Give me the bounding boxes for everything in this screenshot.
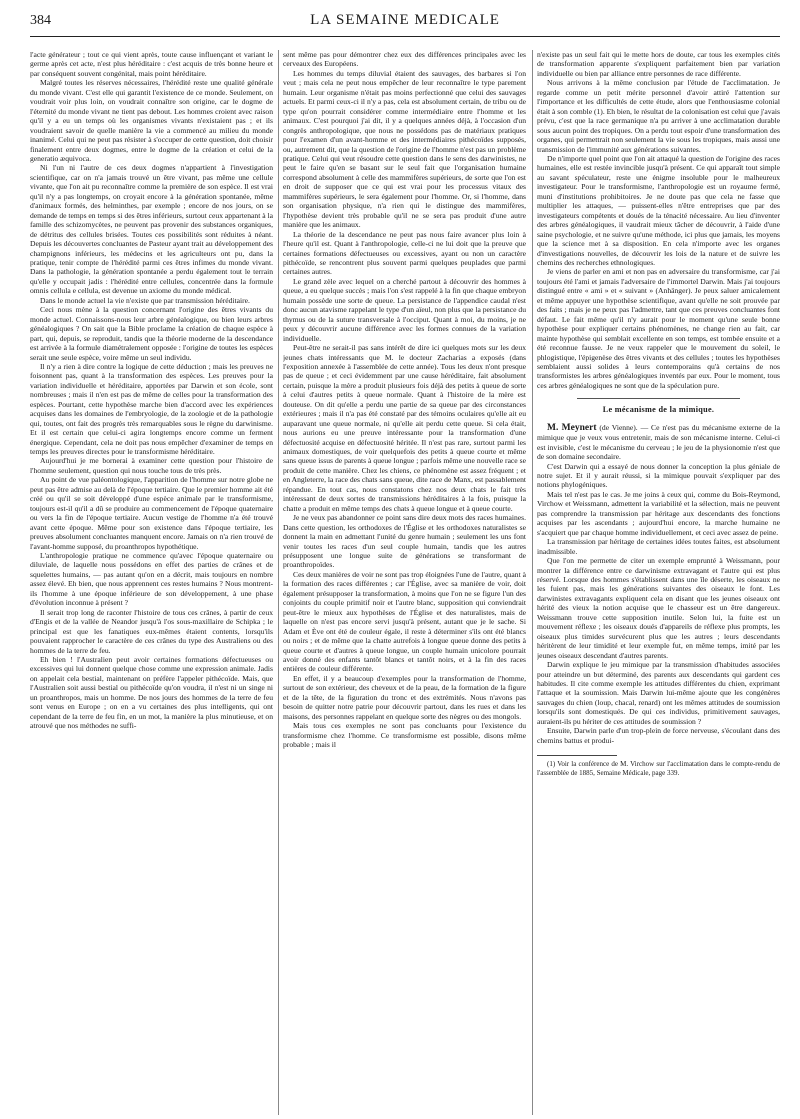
- paragraph: L'anthropologie pratique ne commence qu'avec l'époque quaternaire ou diluviale, de laquelle nous possédons en effet des parties de crânes et de squelettes humains, — pas autant qu'on en a décrit, mais toujours en nombre assez élevé. Eh bien, que nous apprennent ces restes humains ? Nous montrent-ils l'homme à une époque inférieure de son développement, à une phase d'évolution inconnue à présent ?: [30, 551, 273, 608]
- column-left: [30, 50, 273, 1115]
- column-middle: [283, 50, 526, 1115]
- paragraph: Le grand zèle avec lequel on a cherché partout à découvrir des hommes à queue, a eu quelque succès ; mais l'on s'est rappelé à la fin que chaque embryon humain possède une sorte de queue. La persistance de l'appendice caudal n'est donc aucun atavisme rappelant le type d'un aïeul, non plus que la persistance du thymus ou de la suture transversale à l'occiput. Quant à moi, du moins, je ne peux y découvrir aucune différence avec les formes connues de la variation individuelle.: [283, 276, 526, 343]
- footnote: (1) Voir la conférence de M. Virchow sur l'acclimatation dans le compte-rendu de l'assemblée de 1885, Semaine Médicale, page 339.: [537, 760, 780, 777]
- page: [30, 12, 780, 777]
- column-divider: [278, 50, 279, 1115]
- running-header: [30, 12, 780, 37]
- paragraph: n'existe pas un seul fait qui le mette hors de doute, car tous les exemples cités de transformation apparente s'expliquent parfaitement bien par variation individuelle ou bien par alliance entre personnes de race différente.: [537, 50, 780, 78]
- paragraph: Je viens de parler en ami et non pas en adversaire du transformisme, car j'ai toujours été l'ami et jamais l'adversaire de l'immortel Darwin. Mais j'ai toujours distingué entre « ami » et « suivant » (Anhänger). Je peux saluer amicalement et même appuyer une hypothèse scientifique, avant qu'elle ne soit prouvée par des faits ; mais je ne peux pas l'admettre, tant que ces preuves concluantes font défaut. Le fait même qu'il n'y aurait pour le moment qu'une seule bonne hypothèse pour expliquer certains phénomènes, ne change rien au fait, car mainte hypothèse qui semblait excellente en son temps, est tombée ensuite et a été reconnue fausse. Je ne veux rappeler que le mouvement du soleil, le phlogistique, l'épigenèse des êtres vivants et des cellules ; toutes les hypothèses semblaient aussi solides à leurs contemporains qu'à certains de nos transformistes les arbres généalogiques inventés par eux. Pour le moment, tous ces arbres généalogiques ne sont que de la spéculation pure.: [537, 267, 780, 390]
- footnote-rule: [537, 755, 617, 756]
- paragraph: Malgré toutes les réserves nécessaires, l'hérédité reste une qualité générale du monde vivant. C'est elle qui garantit l'existence de ce monde. Seulement, on voudrait voir plus loin, on voudrait connaître son origine, car le dogme de l'éternité du monde vivant ne tient pas debout. Les hommes croient avec raison qu'il y a eu un temps où les organismes vivants n'existaient pas ; et ils voudraient savoir de quelle manière la vie a commencé au milieu du monde inanimé. Celui qui ne peut pas résister à s'occuper de cette question, doit choisir finalement entre deux dogmes, entre le dogme de la création et celui de la generatio æquivoca.: [30, 78, 273, 163]
- paragraph: C'est Darwin qui a essayé de nous donner la conception la plus géniale de notre sujet. Et il y aurait réussi, si la mimique pouvait s'expliquer par des notions phylogéniques.: [537, 461, 780, 490]
- paragraph: Il n'y a rien à dire contre la logique de cette déduction ; mais les preuves ne foisonnent pas, quant à la transformation des espèces. Les preuves pour la variation individuelle et héréditaire, apportées par Darwin et son école, sont nombreuses ; mais il n'en est pas de même de celles pour la transformation des espèces. Pourtant, cette hypothèse marche bien d'accord avec les expériences acquises dans les domaines de l'embryologie, de la zoologie et de la pathologie qui, toutes, ont fait des progrès très remarquables sous le règne du darwinisme. Et il est certain que celui-ci agira longtemps encore comme un ferment énergique. Cependant, cela ne doit pas nous empêcher d'examiner de temps en temps les preuves directes pour le transformisme héréditaire.: [30, 361, 273, 457]
- paragraph: Que l'on me permette de citer un exemple emprunté à Weissmann, pour montrer la différence entre ce darwinisme extravagant et l'autre qui est plus réservé. Lorsque des hommes s'établissent dans une île déserte, les oiseaux ne les fuient pas, mais les générations suivantes des oiseaux le font. Les darwinistes extravagants expliquent cela en disant que les jeunes oiseaux ont hérité des vieux la notion acquise que le chasseur est un être dangereux. Weissmann trouve cette supposition inutile. Selon lui, la fuite est un mouvement réflexe ; les oiseaux doués d'appareils de réflexe plus prompts, les oiseaux plus timides survécurent plus que les autres ; leurs descendants héritèrent de leur timidité et leur exemple fut, en même temps, imité par les jeunes oiseaux descendant d'autres parents.: [537, 556, 780, 660]
- paragraph: Mais tel n'est pas le cas. Je me joins à ceux qui, comme du Bois-Reymond, Virchow et Weissmann, admettent la variabilité et la sélection, mais ne peuvent pas comprendre la transmission par héritage aux descendants des fonctions acquises par les ascendants ; aujourd'hui encore, la marche humaine ne s'acquiert que par chaque homme individuellement, et ceci avec assez de peine.: [537, 489, 780, 537]
- paragraph: Ni l'un ni l'autre de ces deux dogmes n'appartient à l'investigation scientifique, car on n'a jamais trouvé un être vivant, pas même une cellule vivante, que l'on ait pu reconnaître comme la première de son espèce. Il est vrai qu'il n'y a pas longtemps, on croyait encore à la génération spontanée, même d'animaux formés, des helminthes, par exemple ; encore de nos jours, on se demande de temps en temps si des êtres inférieurs, surtout ceux appartenant à la famille des schizomycètes, ne peuvent pas provenir des substances organiques, de détritus des cellules brisées. Toutes ces possibilités sont réduites à néant. Depuis les découvertes concluantes de Pasteur ayant trait au développement des champignons inférieurs, les médecins et les agriculteurs ont pu, dans la pratique, tenir compte de l'hérédité parmi ces êtres infimes du monde vivant. Dans la pathologie, la génération spontanée a perdu également tout le terrain qu'elle y occupait jadis : l'hérédité entre cellules, concentrée dans la formule omnis cellula e cellula, est devenue un axiome du monde médical.: [30, 163, 273, 296]
- paragraph: Ensuite, Darwin parle d'un trop-plein de force nerveuse, s'écoulant dans des chemins battus et produi-: [537, 726, 780, 745]
- column-divider: [532, 50, 533, 1115]
- paragraph: De n'importe quel point que l'on ait attaqué la question de l'origine des races humaines, elle est restée invincible jusqu'à présent. Ce qui apparaît tout simple au savant spéculateur, reste une énigme insoluble pour le malheureux investigateur. Pour le transformisme, l'anthropologie est un royaume fermé, muni d'institutions prohibitoires. Je ne doute pas que cela ne fasse que multiplier les attaques, — puissent-elles n'être entreprises que par des investigateurs compétents et doués de la ténacité nécessaire. Au lieu d'inventer des arbres généalogiques, il vaudrait mieux tâcher de découvrir, à l'aide d'une saine psychologie, et ne suivre qu'une méthode, ici plus que jamais, les moyens que la science met à sa disposition. En cela n'importe avec les organes d'investigations nouvelles, de découvrir les lois de la nature et de suivre les chemins des recherches ethnologiques.: [537, 153, 780, 267]
- paragraph: Ces deux manières de voir ne sont pas trop éloignées l'une de l'autre, quant à la formation des races différentes ; car l'Église, avec sa manière de voir, doit également présupposer la transformation, à moins que l'on ne se figure l'un des conjoints du couple primitif noir et l'autre blanc, supposition qui conviendrait peut-être le mieux aux hypothèses de l'Église et des naturalistes, mais de laquelle on n'est pas encore servi jusqu'à présent, autant que je le sache. Si Adam et Ève ont été de couleur égale, il reste à déterminer s'ils ont été blancs ou noirs ; et de même que la chatte autrefois à longue queue donne des petits à queue courte et d'autres à queue longue, un couple humain unicolore pourrait avoir donné des enfants tantôt blancs et tantôt noirs, et à la fin des races entières de couleur différente.: [283, 569, 526, 674]
- paragraph: Je ne veux pas abandonner ce point sans dire deux mots des races humaines. Dans cette question, les orthodoxes de l'Église et les orthodoxes naturalistes se donnent la main en admettant l'unité du genre humain ; seulement les uns font venir toutes les races d'un seul couple humain, tandis que les autres présupposent une longue suite de générations se transformant de proanthropoïdes.: [283, 513, 526, 570]
- section-lead-text: (de Vienne). — Ce n'est pas du mécanisme externe de la mimique que je veux vous entretenir, mais de son mécanisme interne. Celui-ci est invisible, c'est le mécanisme du cerveau ; le jeu de la physionomie n'est que de son domaine secondaire.: [537, 422, 780, 462]
- paragraph: Aujourd'hui je me bornerai à examiner cette question pour l'histoire de l'homme seulement, question qui nous touche tous de très près.: [30, 456, 273, 475]
- paragraph: Eh bien ! l'Australien peut avoir certaines formations défectueuses ou excessives qui lui donnent quelque chose comme une expression animale. Jadis on appelait cela bestial, maintenant on préfère l'appeler pithécoïde. Mais, que l'Australien soit aussi bestial ou pithécoïde qu'on voudra, il n'est ni un singe ni un proanthropos, mais un homme. De nos jours des hommes de la terre de feu sont venus en Europe ; on en a vu certaines des plus intelligents, qui ont cependant de la terre de feu fin, en un mot, la manière la plus minutieuse, et on atrouvé que nos méthodes ne suffi-: [30, 655, 273, 731]
- paragraph: Nous arrivons à la même conclusion par l'étude de l'acclimatation. Je regarde comme un petit mérite personnel d'avoir attiré l'attention sur l'importance et les difficultés de cette étude, alors que l'enthousiasme colonial était à son comble (1). Eh bien, le résultat de la colonisation est celui que j'avais prévu, c'est que la race germanique n'a pu arriver à une acclimatation durable sous aucun point des tropiques. On a perdu tout espoir d'une transformation des organes, qui permettrait non seulement la vie sous les tropiques, mais aussi une transmission de l'immunité aux générations suivantes.: [537, 78, 780, 154]
- paragraph: Mais tous ces exemples ne sont pas concluants pour l'existence du transformisme chez l'homme. Ce transformisme est possible, disons même probable ; mais il: [283, 721, 526, 750]
- text-columns: [30, 50, 780, 1115]
- paragraph: sent même pas pour démontrer chez eux des différences principales avec les cerveaux des Européens.: [283, 50, 526, 69]
- paragraph: Ceci nous mène à la question concernant l'origine des êtres vivants du monde actuel. Connaissons-nous leur arbre généalogique, ou bien leurs arbres généalogiques ? On sait que la Bible proclame la création de chaque espèce à part, qui, depuis, se reproduit, tandis que la théorie moderne de la descendance est arrivée à la formule diamétralement opposée : l'origine de toutes les espèces serait une seule espèce, voire même un seul individu.: [30, 305, 273, 362]
- column-right: [537, 50, 780, 1115]
- paragraph: Il serait trop long de raconter l'histoire de tous ces crânes, à partir de ceux d'Engis et de la vallée de Neandor jusqu'à l'os sous-maxillaire de Schipka ; le principal est que les fanatiques eux-mêmes étaient contents, lorsqu'ils pouvaient rapprocher le caractère de ces crânes du type des Australiens ou des hommes de la terre de feu.: [30, 607, 273, 655]
- running-title: LA SEMAINE MEDICALE: [310, 12, 500, 28]
- paragraph: En effet, il y a beaucoup d'exemples pour la transformation de l'homme, surtout de son extérieur, des cheveux et de la peau, de la formation de la figure et de la tête, de la figuration du tronc et des extrémités. Nous n'avons pas besoin de quitter notre patrie pour découvrir partout, dans les rues et dans les maisons, des personnes rappelant en quelque sorte des nègres ou des mongols.: [283, 673, 526, 721]
- paragraph: Peut-être ne serait-il pas sans intérêt de dire ici quelques mots sur les deux jeunes chats intéressants que M. le docteur Zacharias a exposés (dans l'exposition annexée à l'assemblée de cette année). Tous les deux n'ont presque pas de queue ; et ceci évidemment par une cause héréditaire, fait absolument certain, puisque la mère a produit plusieurs fois déjà des petits à queue de sorte à celui d'autres petits à queue normale. Quant à l'histoire de la mère est douteuse. On dit qu'elle a perdu une partie de sa queue par des circonstances extérieures ; mais il n'a pas été constaté par des témoins oculaires qu'elle ait eu auparavant une queue normale, ni qu'elle ait perdu cette queue. Si cela était, nous aurions eu une preuve intéressante pour la transformation d'une défectuosité acquise en défectuosité héritée. Il n'est pas rare, surtout parmi les animaux domestiques, de voir quelquefois des petits à queue courte et même sans queue issus de parents à queue longue ; parfois même une nouvelle race se produit de cette manière. Chez les chiens, ce phénomène est assez fréquent ; et en Angleterre, la race des chats sans queue, dite race de Manx, est passablement répandue. En tout cas, nous constatons chez nos deux chats le fait très intéressant de deux sortes de transmissions héréditaires à la fois, puisque la chatte a produit en même temps des chats à queue longue et à queue courte.: [283, 343, 526, 513]
- paragraph: Les hommes du temps diluvial étaient des sauvages, des barbares si l'on veut ; mais cela ne peut nous empêcher de leur reconnaître le type parement humain. Leur organisme n'était pas moins perfectionné que celui des sauvages actuels. Et parmi ceux-ci il n'y a pas, cela est absolument certain, de tribu ou de type qu'on pourrait considérer comme intermédiaire entre l'homme et les animaux. C'est pourquoi j'ai dit, il y a quelques années déjà, à l'occasion d'un congrès anthropologique, que nous ne possédons pas de matériaux pratiques pour l'examen d'un avant-homme et des intermédiaires pithécoïdes supposés, ou, autrement dit, que la question de l'origine de l'homme n'est pas un problème pratique. Celui qui veut résoudre cette question dans le sens des darwinistes, ne peut le faire qu'en se basant sur le seul fait que l'organisation humaine correspond absolument à celle des mammifères supérieurs, de sorte que l'on est en droit de supposer que ce qui est vrai pour les processus vitaux des mammifères supérieurs, le sera également pour l'homme. Or, si l'homme, dans son organisation physique, n'a rien qui le distingue des mammifères, l'hypothèse devient très probable qu'il ne se sera pas produit d'une autre manière que les animaux.: [283, 68, 526, 230]
- section-title: Le mécanisme de la mimique.: [602, 405, 715, 415]
- paragraph: l'acte générateur ; tout ce qui vient après, toute cause influençant et variant le germe après cet acte, n'est plus héréditaire : c'est acquis de très bonne heure et par conséquent souvent congénital, mais point héréditaire.: [30, 50, 273, 78]
- paragraph: Darwin explique le jeu mimique par la transmission d'habitudes associées pour atteindre un but déterminé, des parents aux descendants qui gardent ces habitudes. Il cite comme exemple les attitudes différentes du chien, exprimant l'attaque et la soumission. Mais Darwin lui-même ajoute que les congénères sauvages du chien (loup, chacal, renard) ont les mêmes attitudes de soumission lorsqu'ils sont domestiqués. De qui ces individus, primitivement sauvages, auraient-ils pu hériter de ces attitudes de soumission ?: [537, 660, 780, 726]
- paragraph: La théorie de la descendance ne peut pas nous faire avancer plus loin à l'heure qu'il est. Quant à l'anthropologie, celle-ci ne lui doit que la preuve que certaines formations défectueuses ou excessives, ayant ou non un caractère pithécoïde, se rencontrent plus souvent parmi quelques peuplades que parmi certaines autres.: [283, 229, 526, 277]
- paragraph: Au point de vue paléontologique, l'apparition de l'homme sur notre globe ne peut pas être admise au delà de l'époque tertiaire. Que le premier homme ait été créé ou qu'il se soit développé d'une espèce animale par le transformisme, toujours est-il qu'il a dû se produire au commencement de l'époque quaternaire ou vers la fin de l'époque tertiaire. Aucun vestige de l'homme n'a été trouvé avant cette époque. Même pour son existence dans l'époque tertiaire, les preuves absolument concluantes manquent encore. Jamais on n'a rien trouvé de l'avant-homme supposé, du proanthropos hypothétique.: [30, 475, 273, 551]
- section-rule: [577, 398, 740, 399]
- page-number: 384: [30, 13, 51, 28]
- section-lead-name: M. Meynert: [547, 422, 597, 433]
- paragraph: Dans le monde actuel la vie n'existe que par transmission héréditaire.: [40, 295, 250, 305]
- paragraph: La transmission par héritage de certaines idées toutes faites, est absolument inadmissible.: [537, 537, 780, 556]
